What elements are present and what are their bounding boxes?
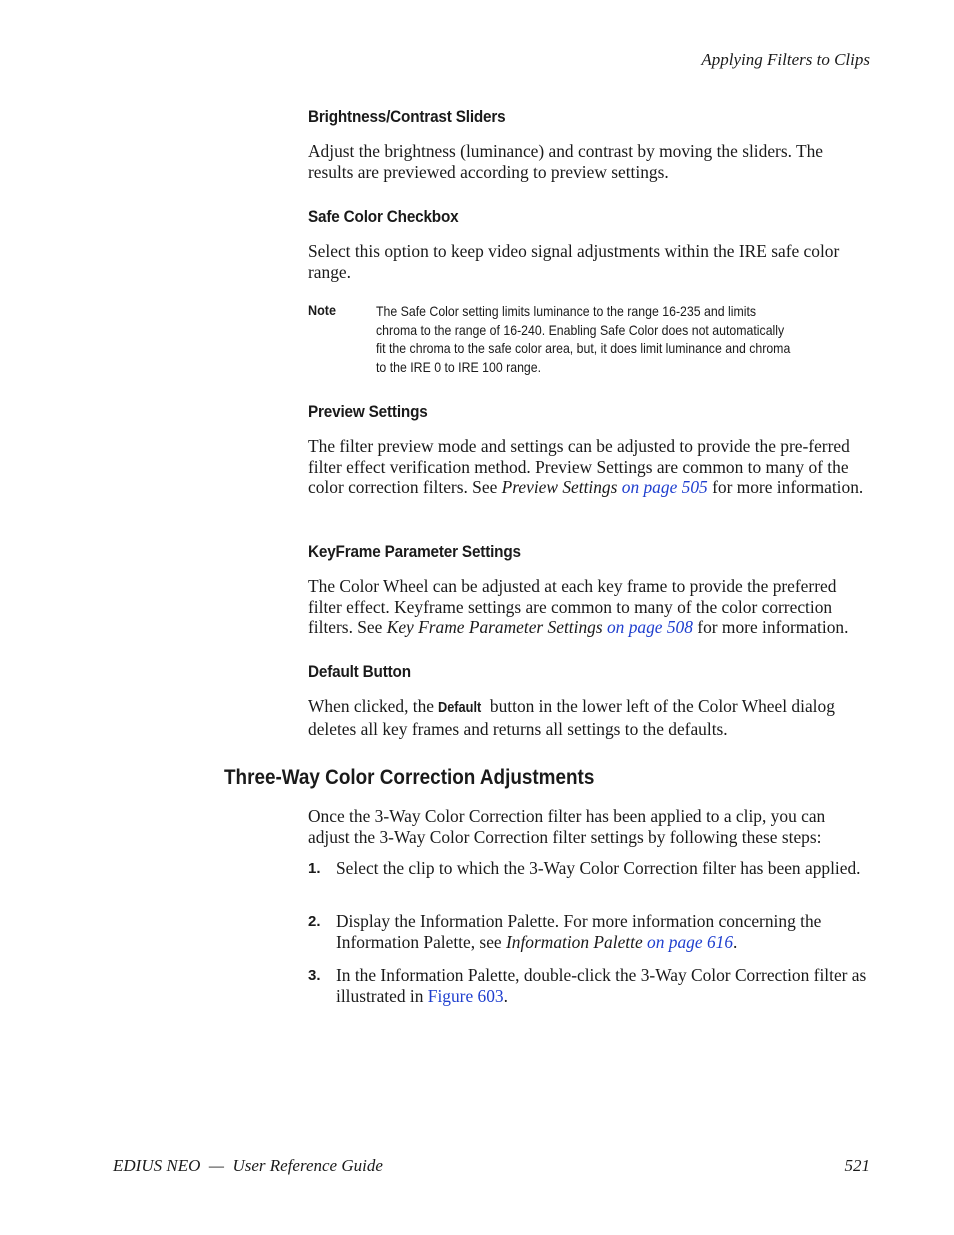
note-line: The Safe Color setting limits luminance to the range 16-235 and limits (376, 303, 757, 319)
xref-title: Preview Settings (501, 477, 618, 497)
keyframe-settings-paragraph (308, 576, 868, 638)
step-text-part: . (733, 931, 738, 952)
default-button-heading: Default Button (308, 662, 411, 681)
footer-guide-title: EDIUS NEO — User Reference Guide (113, 1156, 383, 1175)
step-number: 3. (308, 967, 321, 984)
step-number: 2. (308, 913, 321, 930)
note-line: to the IRE 0 to IRE 100 range. (376, 358, 542, 375)
paragraph-text: When clicked, the (308, 696, 439, 716)
xref-title: Information Palette (505, 931, 643, 952)
paragraph-text: for more information. (707, 477, 864, 497)
default-ui-label: Default (438, 700, 482, 716)
figure-link[interactable]: Figure 603 (427, 985, 504, 1006)
step-text (336, 965, 871, 1006)
safe-color-paragraph: Select this option to keep video signal adjustments within the IRE safe color range. (308, 241, 840, 282)
three-way-heading: Three-Way Color Correction Adjustments (224, 766, 595, 789)
running-header: Applying Filters to Clips (701, 50, 870, 69)
paragraph-text: for more information. (692, 617, 849, 637)
page-link[interactable]: on page 508 (606, 617, 693, 637)
preview-settings-paragraph (308, 436, 868, 498)
keyframe-settings-heading: KeyFrame Parameter Settings (308, 542, 521, 561)
page-link[interactable]: on page 616 (647, 931, 734, 952)
step-text-part: Display the Information Palette. For more information concerning the Information Palette, see (336, 911, 822, 952)
paragraph-text: The Color Wheel can be adjusted at each key frame to provide the preferred filter effect. Keyframe settings are common to many of the color correction filters. See (308, 576, 837, 637)
brightness-contrast-heading: Brightness/Contrast Sliders (308, 107, 506, 126)
preview-settings-heading: Preview Settings (308, 402, 428, 421)
step-text-part: . (503, 985, 508, 1006)
note-label: Note (308, 302, 337, 318)
safe-color-heading: Safe Color Checkbox (308, 207, 459, 226)
brightness-contrast-paragraph: Adjust the brightness (luminance) and contrast by moving the sliders. The results are previewed according to preview settings. (308, 141, 824, 182)
step-number: 1. (308, 860, 321, 877)
step-text-part: In the Information Palette, double-click the 3-Way Color Correction filter as illustrated in (336, 965, 867, 1006)
step-text (336, 911, 871, 952)
xref-title: Key Frame Parameter Settings (386, 617, 603, 637)
note-line: chroma to the range of 16-240. Enabling Safe Color does not automatically (376, 321, 785, 338)
three-way-intro: Once the 3-Way Color Correction filter has been applied to a clip, you can adjust the 3-Way Color Correction filter settings by following these steps: (308, 806, 826, 847)
paragraph-text: The filter preview mode and settings can be adjusted to provide the pre-ferred filter effect verification method. Preview Settings are common to many of the color correction filters. See (308, 436, 850, 497)
page-number: 521 (844, 1156, 870, 1175)
note-text (376, 302, 834, 376)
page-link[interactable]: on page 505 (621, 477, 708, 497)
note-line: fit the chroma to the safe color area, but, it does limit luminance and chroma (376, 340, 791, 357)
paragraph-text: button in the lower left of the Color Wheel dialog deletes all key frames and returns all settings to the defaults. (308, 696, 835, 739)
step-text: Select the clip to which the 3-Way Color Correction filter has been applied. (336, 858, 861, 878)
default-button-paragraph (308, 696, 868, 739)
